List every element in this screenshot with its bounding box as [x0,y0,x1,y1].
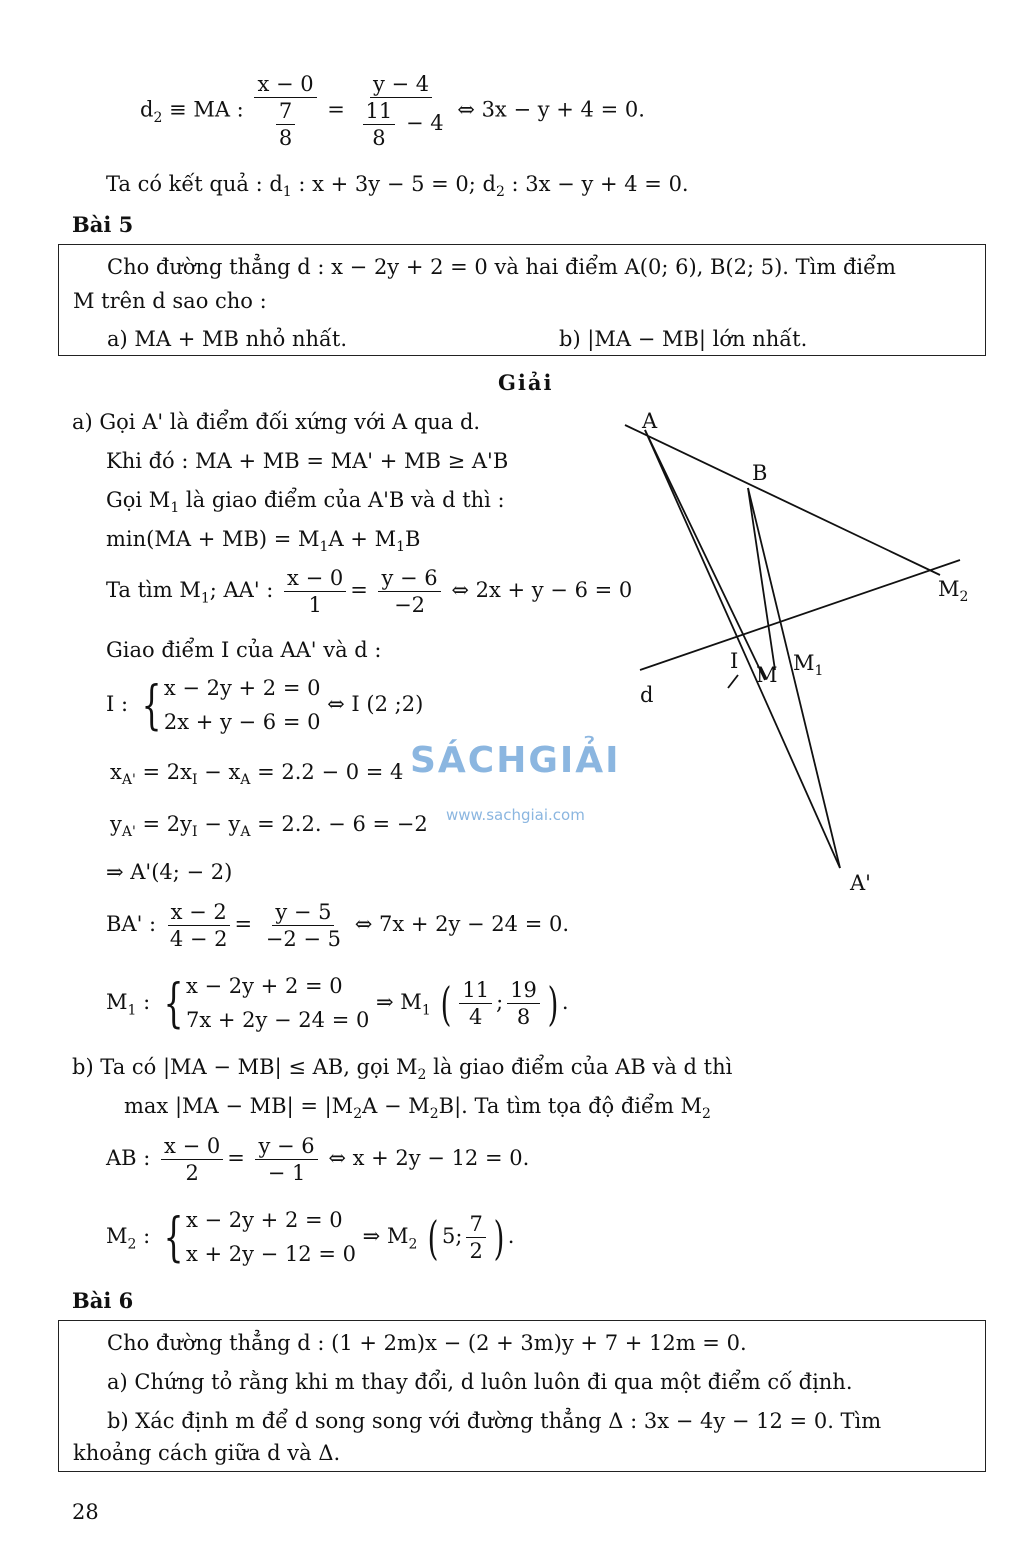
sol-i-sys2: 2x + y − 6 = 0 [163,709,321,734]
sol-ya-3: − y [197,812,241,836]
sol-m2-sys: { x − 2y + 2 = 0 x + 2y − 12 = 0 [157,1204,356,1271]
d2-f2-den-rest: − 4 [405,111,444,136]
sol-a3 [106,488,505,517]
sol-a4-end: B [405,527,421,551]
sol-m1-label: M [106,990,128,1015]
sol-i-sys1: x − 2y + 2 = 0 [163,676,321,700]
sol-ya-sub2: I [192,824,198,841]
sol-ab-frac1 [161,1134,223,1185]
right-angle-mark [728,675,738,688]
sol-a4-pre: min(MA + MB) = M [106,527,320,551]
line-ab [625,425,940,575]
sol-m2-res-sub: 2 [408,1236,418,1253]
sol-a5-eq: ⇔ 2x + y − 6 = 0 [451,578,633,603]
sol-a4-mid: A + M [328,527,397,551]
result-sub2: 2 [495,184,505,201]
label-i: I [730,649,739,673]
sol-ba-f2-den: −2 − 5 [265,927,342,952]
sol-ya-sub: A' [121,824,136,841]
sol-xa [110,760,403,789]
sol-b2-mid2: B|. Ta tìm tọa độ điểm M [438,1094,703,1118]
sol-m1-sys1: x − 2y + 2 = 0 [185,974,343,998]
sol-a4-sub2: 1 [396,539,406,556]
sol-i-label: I : [106,692,129,717]
sol-m1-sub: 1 [127,1002,137,1019]
sol-ab-f1-den: 2 [185,1161,199,1186]
sol-ab-eq: ⇔ x + 2y − 12 = 0. [328,1146,530,1171]
sol-m2: $M_2$ : { x − 2y + 2 = 0 x + 2y − 12 = 0 ⇒ $M_2$ ( 5; $\frac{7}{2}$ ) . [106,1204,514,1271]
sol-m1-y-num: 19 [507,978,540,1004]
sol-m1-x [459,978,492,1029]
sol-m2-x: 5; [442,1224,463,1249]
label-aprime: A' [850,871,871,895]
sol-m1: $M_1$ : { x − 2y + 2 = 0 7x + 2y − 24 = 0 ⇒ $M_1$ ( $\frac{11}{4}$ ; $\frac{19}{8}$ ) . [106,970,569,1037]
sol-m2-res: ⇒ M [362,1224,409,1249]
sol-b1-sub: 2 [417,1067,427,1084]
d2-f1-den-num: 7 [276,99,295,125]
d2-fraction-2 [356,72,447,150]
sol-m2-y-den: 2 [469,1239,483,1264]
sol-a3-rest: là giao điểm của A'B và d thì : [179,488,505,512]
sol-i-res: ⇔ I (2 ;2) [327,692,424,717]
d2-result: ⇔ 3x − y + 4 = 0. [457,97,645,122]
geometry-figure [600,400,1000,900]
d2-fraction-1 [254,72,316,150]
sol-m1-sep: ; [496,990,504,1015]
label-m1-main: M [793,651,815,675]
sol-i-sys: { x − 2y + 2 = 0 2x + y − 6 = 0 [135,672,321,739]
sol-a3-pre: Gọi M [106,488,171,512]
sol-a4-sub1: 1 [319,539,329,556]
sol-a1: a) Gọi A' là điểm đối xứng với A qua d. [72,410,481,434]
sol-m1-x-num: 11 [459,978,492,1004]
sol-ba-frac1 [167,900,231,951]
d2-sub: 2 [153,109,163,126]
sol-m1-sys2: 7x + 2y − 24 = 0 [185,1007,370,1032]
sol-ba-f2-num: y − 5 [272,900,334,926]
sol-a5-f2-num: y − 6 [378,566,440,592]
sol-b2 [124,1094,711,1123]
d2-equation-line: $d_2$ ≡ MA : $\frac{x - 0}{\frac{7}{8}}$ = y − 4 $\frac{11}{8}$ − 4 ⇔ 3x − y + 4 = 0. [140,72,645,151]
result-line [106,172,689,201]
label-m2-main: M [938,577,960,601]
sol-ya-1: y [110,812,122,836]
sol-ya-sub3: A [240,824,251,841]
sol-m1-y-den: 8 [516,1005,531,1030]
watermark-url: www.sachgiai.com [446,806,585,824]
d2-f2-num: y − 4 [370,72,432,98]
sol-m1-x-den: 4 [469,1005,483,1030]
sol-b2-pre: max |MA − MB| = |M [124,1094,354,1118]
bai6-line4: khoảng cách giữa d và Δ. [73,1441,341,1465]
sol-ya-4: = 2.2. − 6 = −2 [250,812,428,836]
sol-ab-f2-den: − 1 [267,1161,306,1186]
sol-a5-f1-den: 1 [308,593,322,618]
sol-m1-res-sub: 1 [421,1002,431,1019]
result-mid: : x + 3y − 5 = 0; d [291,172,496,196]
watermark-brand: SÁCHGIẢI [410,740,621,781]
sol-ba-label: BA' : [106,912,157,937]
sol-ab: AB : $\frac{x - 0}{2}$ = $\frac{y - 6}{- 1}$ ⇔ x + 2y − 12 = 0. [106,1134,530,1186]
sol-a5-f2-den: −2 [394,593,426,618]
sol-m1-colon: : [136,990,151,1015]
sol-m2-sys2: x + 2y − 12 = 0 [185,1241,356,1266]
sol-b2-sub1: 2 [353,1106,363,1123]
sol-xa-2: = 2x [135,760,192,784]
bai5-part-b: b) |MA − MB| lớn nhất. [559,327,808,351]
bai5-part-a: a) MA + MB nhỏ nhất. [107,327,348,351]
sol-b2-sub3: 2 [702,1106,711,1123]
sol-m2-y-num: 7 [466,1212,485,1238]
bai5-line2: M trên d sao cho : [73,289,267,313]
sol-xa-sub3: A [240,772,251,789]
bai6-line2: a) Chứng tỏ rằng khi m thay đổi, d luôn luôn đi qua một điểm cố định. [107,1370,853,1394]
bai5-line1: Cho đường thẳng d : x − 2y + 2 = 0 và hai điểm A(0; 6), B(2; 5). Tìm điểm [107,255,896,279]
label-m: M [756,663,778,687]
sol-b1-pre: b) Ta có |MA − MB| ≤ AB, gọi M [72,1055,418,1079]
bai6-problem-box [58,1320,986,1472]
line-am [645,430,768,680]
sol-xa-3: − x [197,760,241,784]
sol-xa-sub: A' [121,772,136,789]
sol-b1 [72,1055,732,1084]
sol-a6: Giao điểm I của AA' và d : [106,638,382,662]
sol-a5-mid: ; AA' : [209,578,274,603]
sol-ab-frac2 [255,1134,317,1185]
sol-a5-pre: Ta tìm M [106,578,201,603]
sol-m1-y [507,978,540,1029]
sol-ba: BA' : $\frac{x - 2}{4 - 2}$ = $\frac{y - 5}{-2 - 5}$ ⇔ 7x + 2y − 24 = 0. [106,900,570,952]
d2-f1-den [269,98,302,150]
sol-i-system [106,672,423,739]
bai6-line3: b) Xác định m để d song song với đường thẳng Δ : 3x − 4y − 12 = 0. Tìm [107,1409,882,1433]
bai5-problem-box [58,244,986,356]
line-a-aprime [645,430,840,868]
sol-a5-frac2 [378,566,440,617]
label-m1-sub: 1 [814,663,824,679]
sol-a5: Ta tìm $M_1$; AA' : $\frac{x - 0}{1}$ = $\frac{y - 6}{-2}$ ⇔ 2x + y − 6 = 0 [106,566,633,618]
sol-m2-y [466,1212,485,1263]
sol-ya-2: = 2y [135,812,193,836]
label-d: d [640,683,654,707]
sol-ab-f2-num: y − 6 [255,1134,317,1160]
sol-b2-mid: A − M [362,1094,430,1118]
sol-ba-frac2 [263,900,344,951]
d2-f2-den-num: 11 [363,99,396,125]
result-pre: Ta có kết quả : d [106,172,283,196]
sol-a5-frac1 [284,566,346,617]
sol-a4 [106,527,420,556]
page-number: 28 [72,1500,99,1524]
sol-xa-sub2: I [191,772,198,789]
sol-a5-sub: 1 [200,590,210,607]
sol-xa-1: x [110,760,122,784]
label-a: A [642,409,658,433]
sol-ba-f1-num: x − 2 [168,900,230,926]
sol-a3-sub: 1 [170,500,180,517]
label-m2 [938,577,968,605]
sol-b1-rest: là giao điểm của AB và d thì [426,1055,733,1079]
result-sub1: 1 [282,184,292,201]
sol-b2-sub2: 2 [429,1106,439,1123]
bai5-title: Bài 5 [72,212,134,237]
sol-a5-f1-num: x − 0 [284,566,346,592]
label-m1 [793,651,823,679]
sol-xa-4: = 2.2 − 0 = 4 [250,760,404,784]
sol-ba-f1-den: 4 − 2 [169,927,228,952]
sol-ab-f1-num: x − 0 [161,1134,223,1160]
d2-f2-den [356,98,447,150]
sol-aprime: ⇒ A'(4; − 2) [106,860,233,884]
sol-ya [110,812,428,841]
sol-a2: Khi đó : MA + MB = MA' + MB ≥ A'B [106,449,509,473]
d2-symbol: d [140,97,154,122]
d2-f1-num: x − 0 [254,72,316,98]
sol-m2-sys1: x − 2y + 2 = 0 [185,1208,343,1232]
bai6-title: Bài 6 [72,1288,134,1313]
label-b: B [752,461,768,485]
d2-f2-den-den: 8 [372,126,386,151]
sol-m2-label: M [106,1224,128,1249]
sol-m2-sub: 2 [127,1236,137,1253]
sol-m1-sys: { x − 2y + 2 = 0 7x + 2y − 24 = 0 [157,970,369,1037]
sol-m1-res: ⇒ M [376,990,422,1015]
label-m2-sub: 2 [959,589,969,605]
d2-rest: ≡ MA : [162,97,244,122]
result-end: : 3x − y + 4 = 0. [504,172,689,196]
d2-f1-den-den: 8 [278,126,293,151]
sol-ab-label: AB : [106,1146,151,1171]
giai-title: Giải [498,370,554,395]
bai6-line1: Cho đường thẳng d : (1 + 2m)x − (2 + 3m)y + 7 + 12m = 0. [107,1331,747,1355]
watermark [410,740,621,824]
sol-ba-eq: ⇔ 7x + 2y − 24 = 0. [354,912,570,937]
sol-m2-colon: : [136,1224,151,1249]
